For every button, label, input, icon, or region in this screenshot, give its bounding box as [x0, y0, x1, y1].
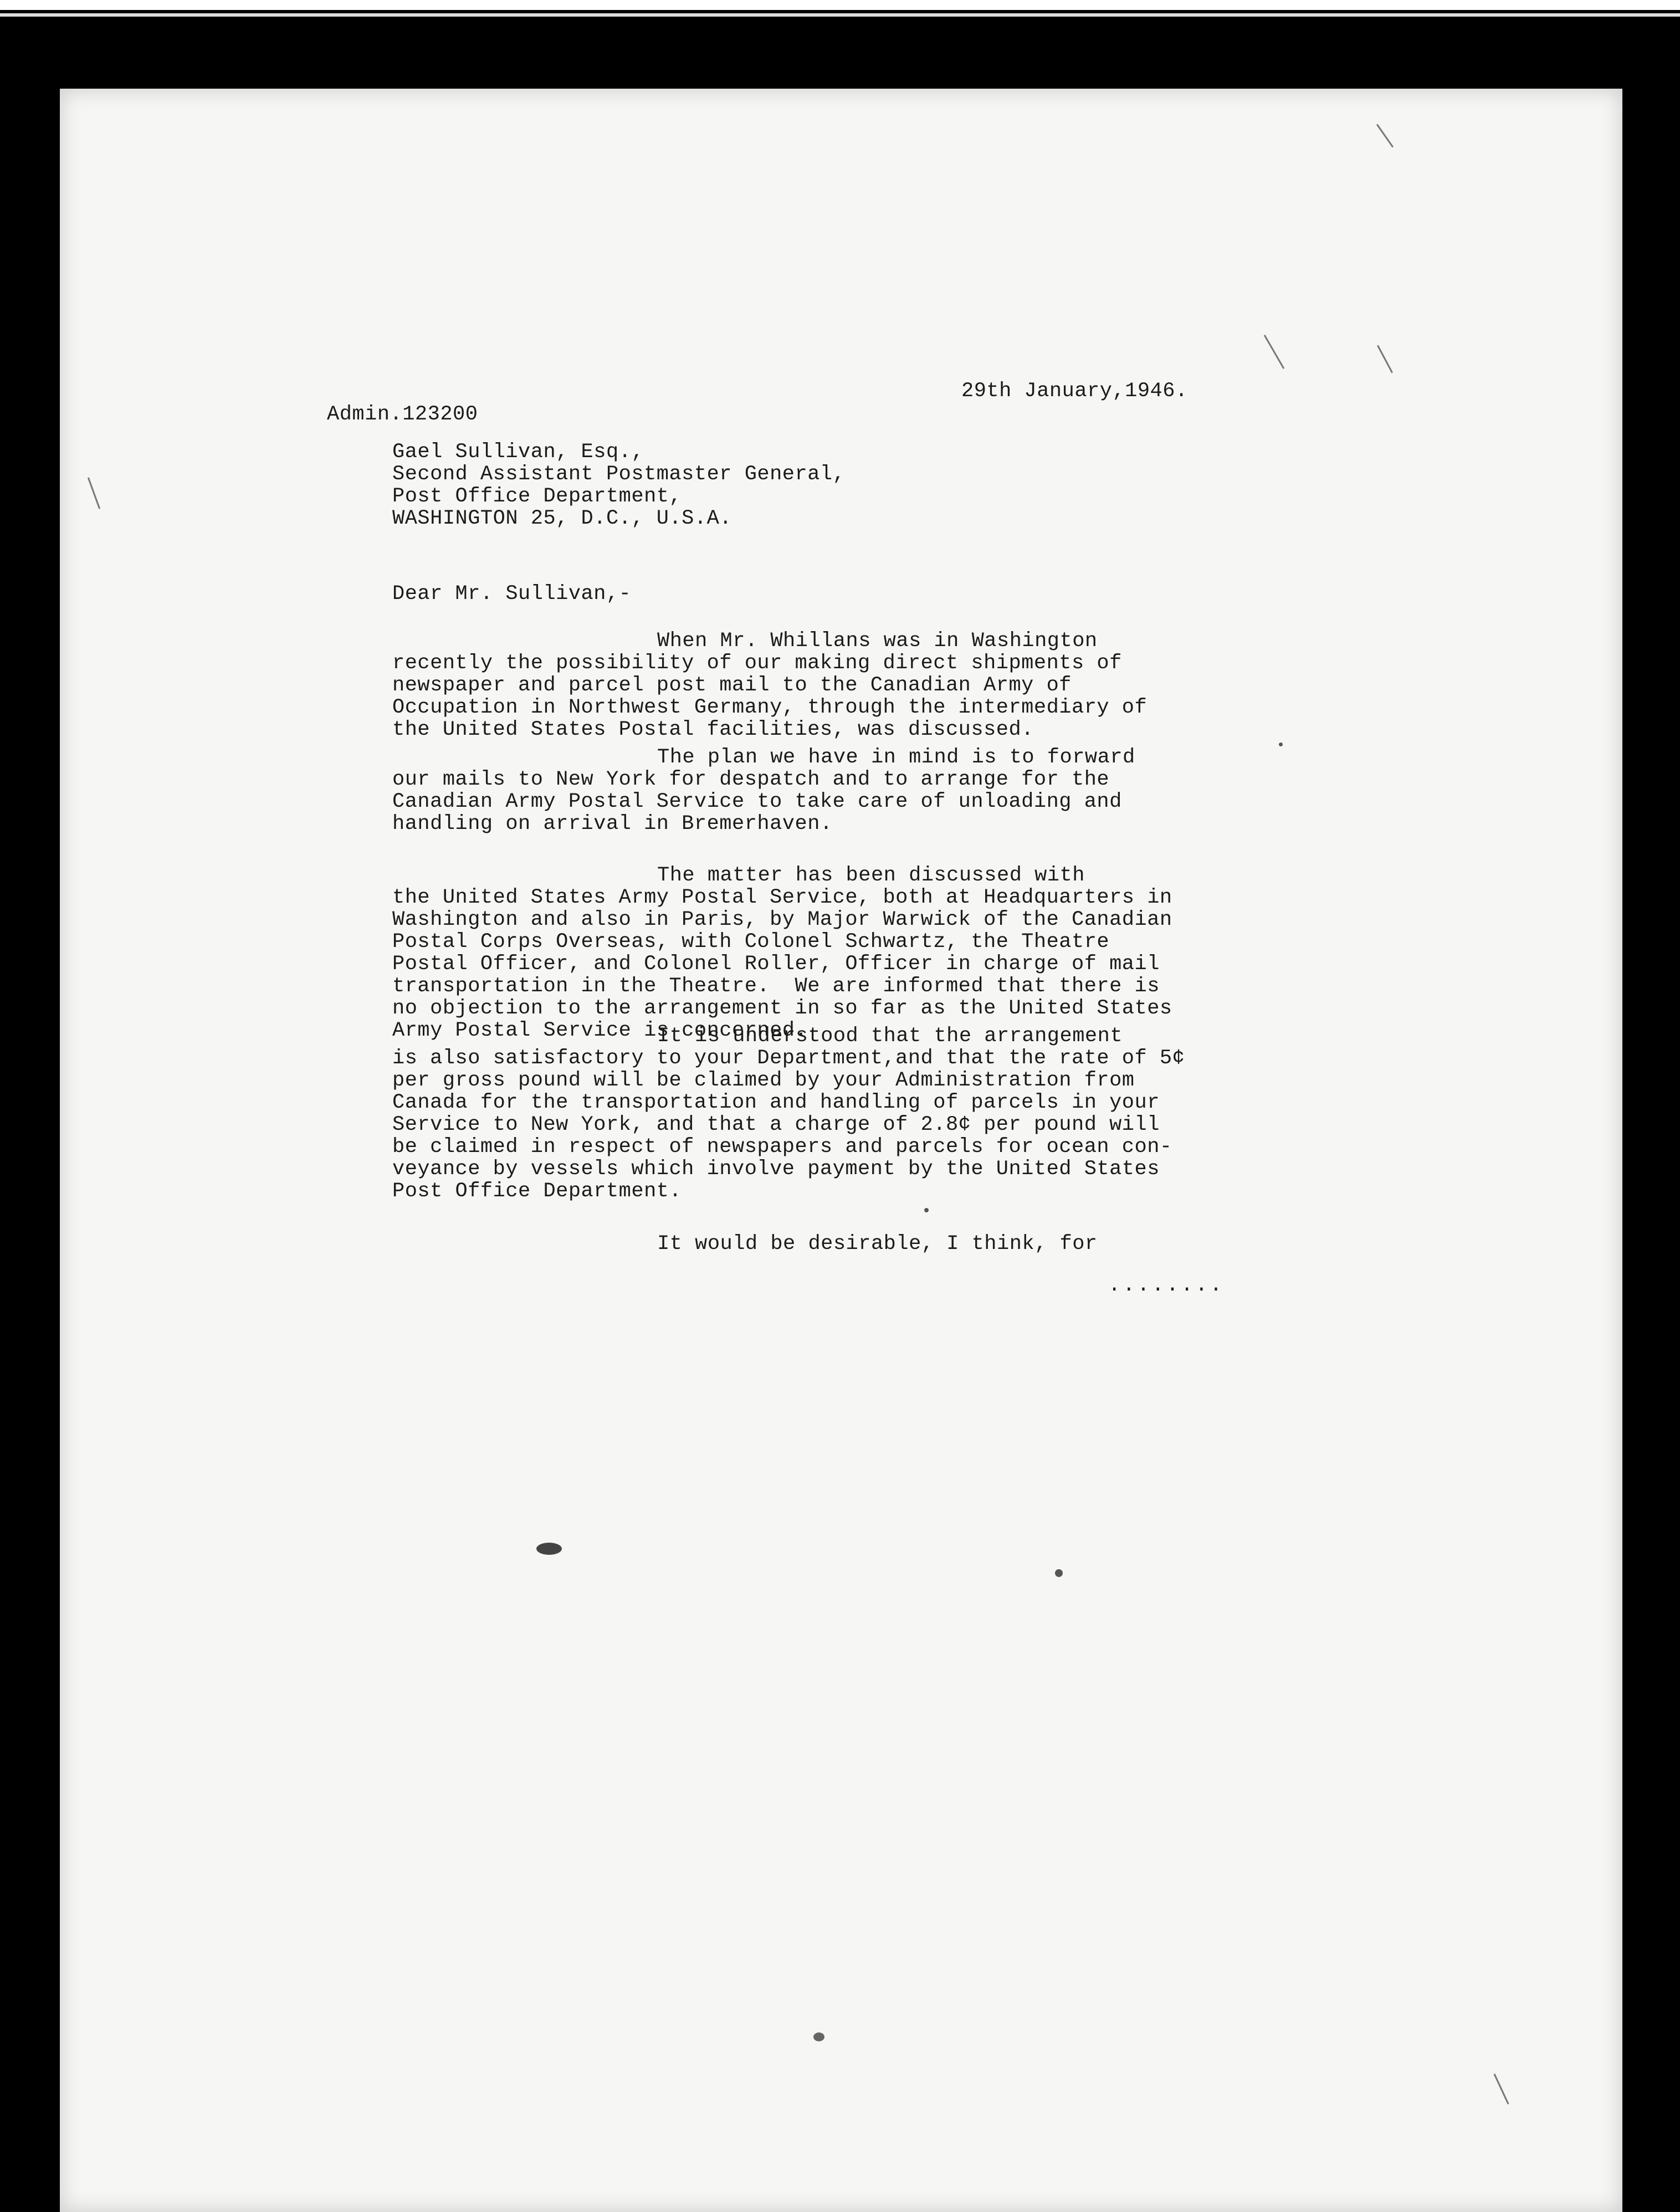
- paragraph-line: Army Postal Service is concerned.: [392, 1019, 808, 1042]
- scratch-mark: [1264, 335, 1285, 369]
- continuation-dots: ........: [1108, 1274, 1225, 1297]
- scratch-mark: [88, 477, 100, 509]
- paragraph-line: transportation in the Theatre. We are informed that there is: [392, 975, 1160, 998]
- address-line: Second Assistant Postmaster General,: [392, 463, 846, 486]
- ink-blot: [536, 1543, 562, 1555]
- paragraph-line: the United States Army Postal Service, both at Headquarters in: [392, 886, 1172, 909]
- address-line: Post Office Department,: [392, 485, 682, 508]
- paragraph-line: handling on arrival in Bremerhaven.: [392, 812, 833, 836]
- paragraph-line: the United States Postal facilities, was discussed.: [392, 718, 1034, 741]
- address-line: Gael Sullivan, Esq.,: [392, 441, 644, 464]
- paragraph-first-line: When Mr. Whillans was in Washington: [657, 629, 1098, 653]
- scratch-mark: [1493, 2073, 1509, 2105]
- paragraph-line: is also satisfactory to your Department,and that the rate of 5¢: [392, 1047, 1185, 1070]
- paragraph-1: [392, 630, 1147, 741]
- paragraph-line: our mails to New York for despatch and to arrange for the: [392, 768, 1110, 791]
- recipient-address: [392, 441, 845, 530]
- paragraph-line: recently the possibility of our making direct shipments of: [392, 652, 1122, 675]
- paragraph-line: Post Office Department.: [392, 1180, 682, 1203]
- paragraph-line: newspaper and parcel post mail to the Canadian Army of: [392, 674, 1072, 697]
- paragraph-line: per gross pound will be claimed by your Administration from: [392, 1069, 1135, 1092]
- paragraph-line: Washington and also in Paris, by Major Warwick of the Canadian: [392, 908, 1172, 931]
- scratch-mark: [1377, 345, 1393, 373]
- ink-speck: [813, 2032, 824, 2041]
- paragraph-line: Postal Corps Overseas, with Colonel Schwartz, the Theatre: [392, 930, 1110, 954]
- reference-number: Admin.123200: [327, 403, 478, 426]
- paragraph-first-line: It is understood that the arrangement: [657, 1025, 1123, 1048]
- address-line: WASHINGTON 25, D.C., U.S.A.: [392, 507, 732, 530]
- letter-date: 29th January,1946.: [961, 380, 1188, 403]
- paragraph-4: [392, 1025, 1185, 1202]
- paragraph-line: veyance by vessels which involve payment by the United States: [392, 1158, 1160, 1181]
- paragraph-line: Canadian Army Postal Service to take care of unloading and: [392, 790, 1122, 813]
- paragraph-first-line: The plan we have in mind is to forward: [657, 746, 1135, 769]
- dust-speck: [1279, 743, 1283, 746]
- paragraph-5: [392, 1233, 1098, 1255]
- paragraph-line: Postal Officer, and Colonel Roller, Officer in charge of mail: [392, 953, 1160, 976]
- film-edge-top: [0, 0, 1680, 10]
- paragraph-first-line: It would be desirable, I think, for: [657, 1232, 1098, 1256]
- paragraph-line: Occupation in Northwest Germany, through the intermediary of: [392, 696, 1148, 719]
- paragraph-first-line: The matter has been discussed with: [657, 864, 1085, 887]
- paragraph-line: Service to New York, and that a charge of 2.8¢ per pound will: [392, 1113, 1160, 1136]
- paragraph-3: [392, 864, 1172, 1042]
- scratch-mark: [1376, 124, 1394, 148]
- paragraph-line: no objection to the arrangement in so far as the United States: [392, 997, 1172, 1020]
- dust-speck: [924, 1208, 929, 1212]
- paragraph-line: Canada for the transportation and handling of parcels in your: [392, 1091, 1160, 1114]
- paragraph-2: [392, 746, 1135, 835]
- ink-speck: [1055, 1569, 1063, 1577]
- paragraph-line: be claimed in respect of newspapers and parcels for ocean con-: [392, 1135, 1172, 1159]
- salutation: Dear Mr. Sullivan,-: [392, 582, 632, 606]
- film-edge-line: [0, 13, 1680, 17]
